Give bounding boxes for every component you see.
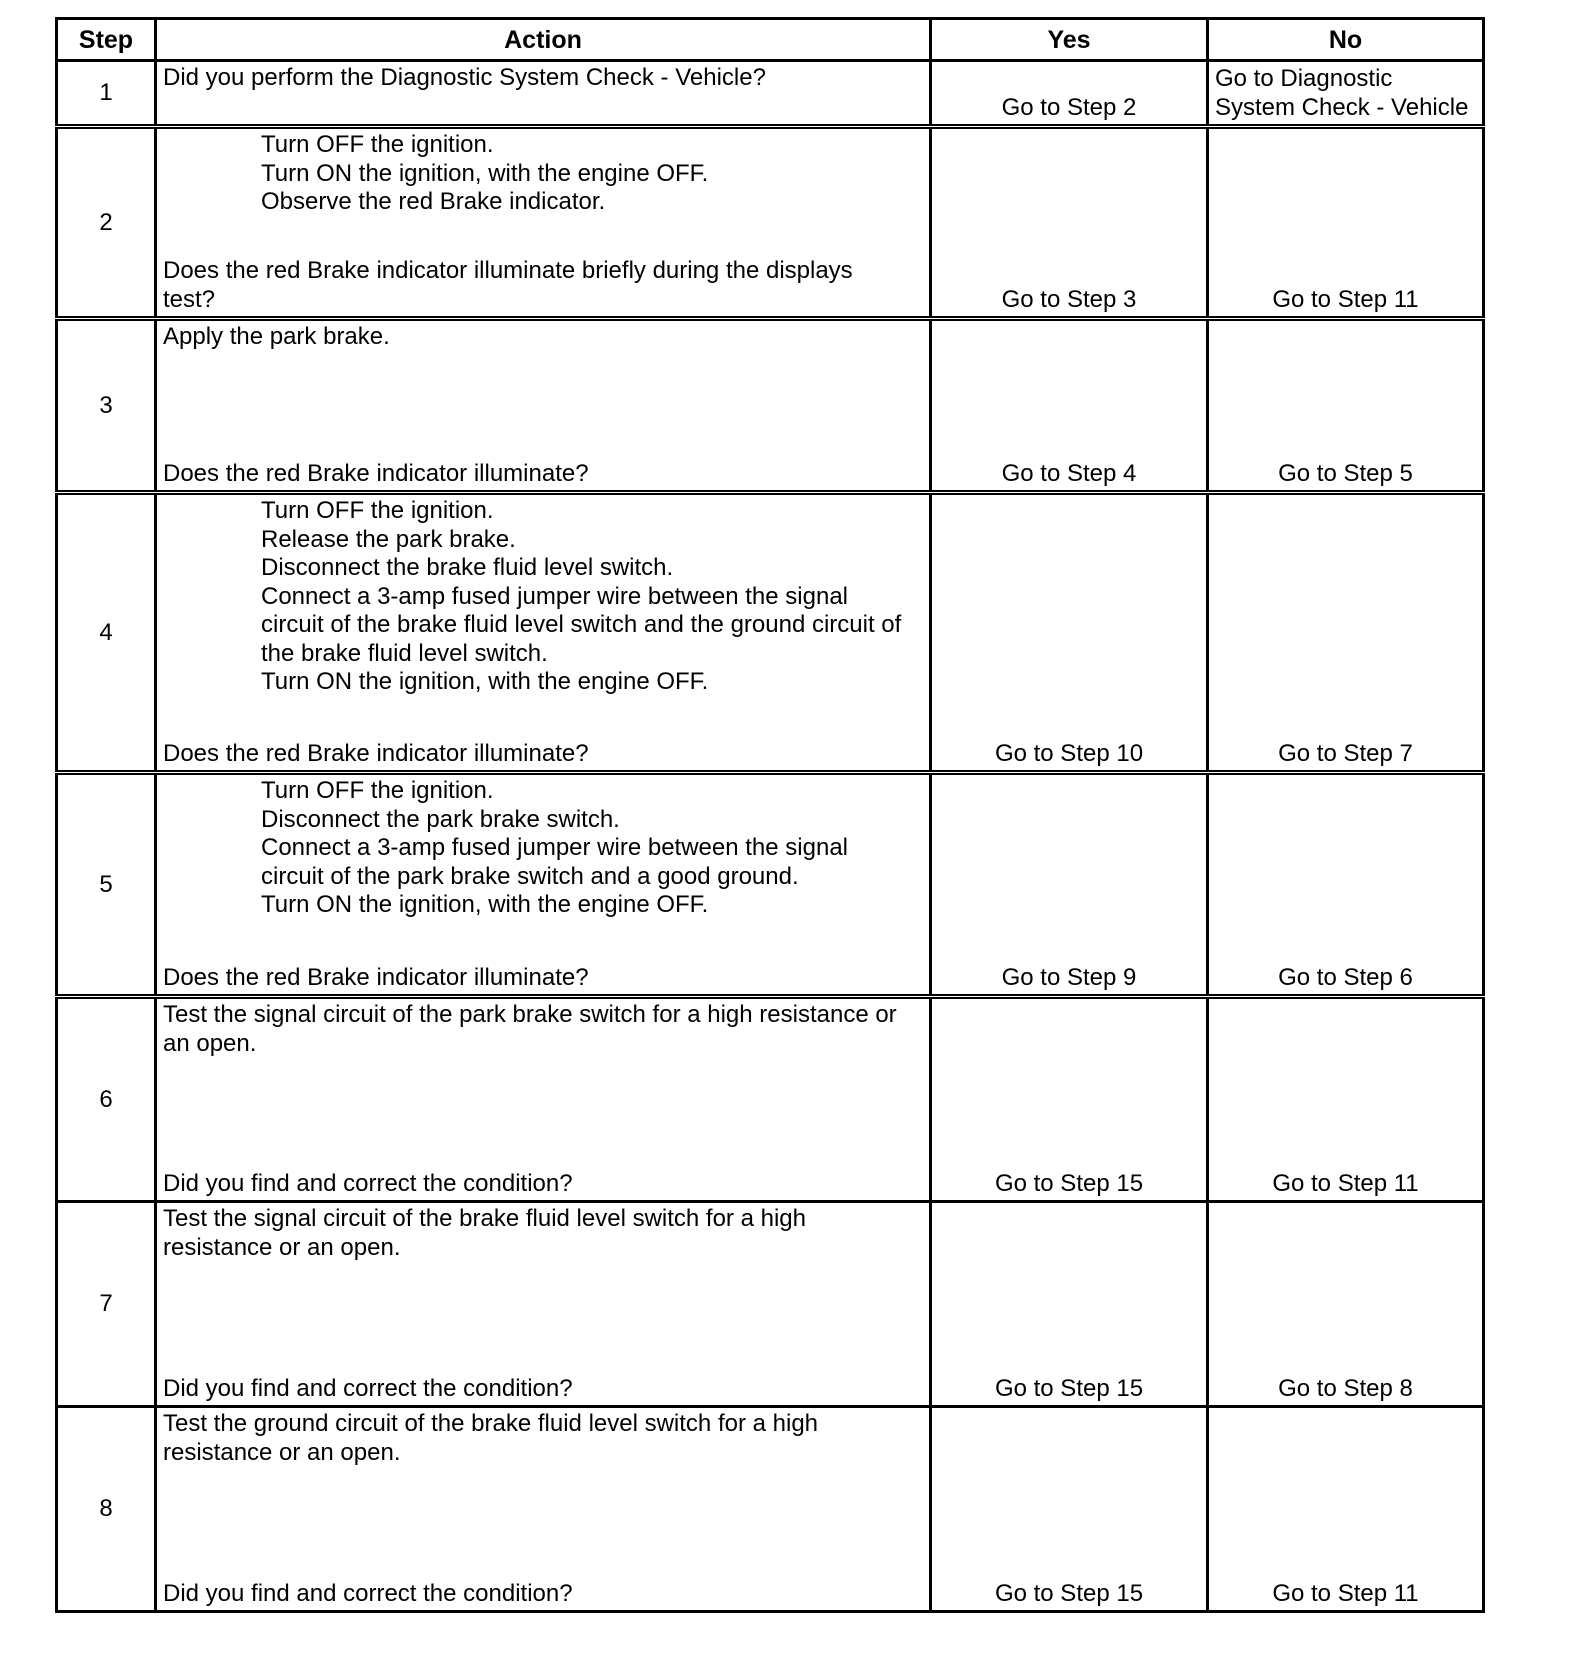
action-text: resistance or an open. — [163, 1438, 401, 1466]
action-text: Apply the park brake. — [163, 323, 390, 350]
action-question: Does the red Brake indicator illuminate? — [163, 963, 589, 991]
action-text: Did you perform the Diagnostic System Check - Vehicle? — [163, 64, 766, 91]
yes-cell — [929, 62, 1206, 124]
action-question: Did you find and correct the condition? — [163, 1374, 573, 1402]
yes-result: Go to Step 2 — [1001, 93, 1137, 121]
step-cell — [55, 1203, 154, 1405]
action-text: resistance or an open. — [163, 1233, 401, 1261]
no-cell — [1206, 495, 1485, 770]
step-number: 1 — [99, 79, 113, 106]
action-question: test? — [163, 285, 216, 313]
action-substep: Observe the red Brake indicator. — [261, 188, 606, 215]
step-number: 2 — [99, 208, 113, 236]
step-cell — [55, 62, 154, 124]
no-cell — [1206, 129, 1485, 316]
step-number: 7 — [99, 1290, 113, 1317]
action-question: Does the red Brake indicator illuminate? — [163, 459, 589, 487]
step-number: 4 — [99, 618, 113, 646]
action-cell — [154, 495, 929, 770]
yes-cell — [929, 321, 1206, 490]
header-no: No — [1206, 20, 1485, 59]
no-result: Go to Step 7 — [1278, 739, 1413, 767]
yes-result: Go to Step 3 — [1001, 285, 1137, 313]
action-cell — [154, 1203, 929, 1405]
yes-cell — [929, 1408, 1206, 1610]
no-cell — [1206, 62, 1485, 124]
no-result: Go to Step 8 — [1278, 1374, 1413, 1402]
no-cell — [1206, 1203, 1485, 1405]
action-cell — [154, 129, 929, 316]
no-result-line: System Check - Vehicle — [1215, 93, 1469, 121]
action-question: Did you find and correct the condition? — [163, 1169, 573, 1197]
table-row — [55, 495, 1485, 775]
table-row — [55, 62, 1485, 129]
action-cell — [154, 775, 929, 994]
action-substep: Connect a 3-amp fused jumper wire between the signal — [261, 834, 848, 861]
action-cell — [154, 1408, 929, 1610]
table-header — [55, 20, 1485, 62]
yes-result: Go to Step 10 — [994, 739, 1144, 767]
yes-cell — [929, 775, 1206, 994]
step-cell — [55, 129, 154, 316]
yes-result: Go to Step 4 — [1001, 459, 1137, 487]
table-row — [55, 775, 1485, 999]
no-result: Go to Step 11 — [1272, 1579, 1419, 1607]
no-cell — [1206, 999, 1485, 1200]
action-substep: Turn OFF the ignition. — [261, 131, 494, 158]
action-substep: circuit of the park brake switch and a good ground. — [261, 862, 799, 890]
table-row — [55, 129, 1485, 321]
header-step: Step — [55, 20, 154, 59]
action-text: Test the signal circuit of the park brake switch for a high resistance or — [163, 1001, 897, 1028]
no-result-line: Go to Diagnostic — [1215, 65, 1393, 92]
diagnostic-table — [55, 17, 1485, 1613]
action-substep: Turn ON the ignition, with the engine OFF. — [261, 668, 709, 695]
step-cell — [55, 775, 154, 994]
action-substep: Turn ON the ignition, with the engine OFF. — [261, 159, 709, 187]
action-cell — [154, 321, 929, 490]
action-substep: the brake fluid level switch. — [261, 639, 548, 667]
step-cell — [55, 321, 154, 490]
yes-cell — [929, 1203, 1206, 1405]
action-substep: Disconnect the brake fluid level switch. — [261, 554, 674, 581]
action-text: an open. — [163, 1029, 257, 1057]
header-yes: Yes — [929, 20, 1206, 59]
step-number: 5 — [99, 870, 113, 898]
table-row — [55, 321, 1485, 495]
action-substep: circuit of the brake fluid level switch and the ground circuit of — [261, 611, 902, 638]
table-row — [55, 1203, 1485, 1408]
action-substep: Turn OFF the ignition. — [261, 777, 494, 804]
action-substep: Connect a 3-amp fused jumper wire between the signal — [261, 582, 848, 610]
action-text: Test the ground circuit of the brake fluid level switch for a high — [163, 1410, 819, 1437]
action-cell — [154, 62, 929, 124]
yes-result: Go to Step 9 — [1001, 963, 1137, 991]
no-result: Go to Step 5 — [1278, 459, 1413, 487]
step-cell — [55, 1408, 154, 1610]
action-substep: Disconnect the park brake switch. — [261, 805, 620, 833]
no-cell — [1206, 321, 1485, 490]
action-substep: Turn ON the ignition, with the engine OFF. — [261, 891, 709, 918]
no-result: Go to Step 11 — [1272, 285, 1419, 313]
action-question: Did you find and correct the condition? — [163, 1579, 573, 1607]
action-cell — [154, 999, 929, 1200]
no-result: Go to Step 6 — [1278, 963, 1413, 991]
step-number: 6 — [99, 1085, 113, 1113]
no-cell — [1206, 1408, 1485, 1610]
action-text: Test the signal circuit of the brake fluid level switch for a high — [163, 1205, 806, 1232]
yes-result: Go to Step 15 — [994, 1374, 1144, 1402]
action-question: Does the red Brake indicator illuminate? — [163, 739, 589, 767]
yes-result: Go to Step 15 — [994, 1169, 1144, 1197]
yes-cell — [929, 495, 1206, 770]
table-row — [55, 1408, 1485, 1613]
action-substep: Turn OFF the ignition. — [261, 497, 494, 524]
action-question: Does the red Brake indicator illuminate briefly during the displays — [163, 257, 853, 284]
no-cell — [1206, 775, 1485, 994]
no-result — [1215, 65, 1480, 122]
header-action: Action — [154, 20, 929, 59]
yes-cell — [929, 129, 1206, 316]
step-cell — [55, 999, 154, 1200]
step-cell — [55, 495, 154, 770]
step-number: 3 — [99, 391, 113, 419]
yes-result: Go to Step 15 — [994, 1579, 1144, 1607]
no-result: Go to Step 11 — [1272, 1169, 1419, 1197]
yes-cell — [929, 999, 1206, 1200]
step-number: 8 — [99, 1495, 113, 1522]
action-substep: Release the park brake. — [261, 525, 516, 553]
table-row — [55, 999, 1485, 1203]
